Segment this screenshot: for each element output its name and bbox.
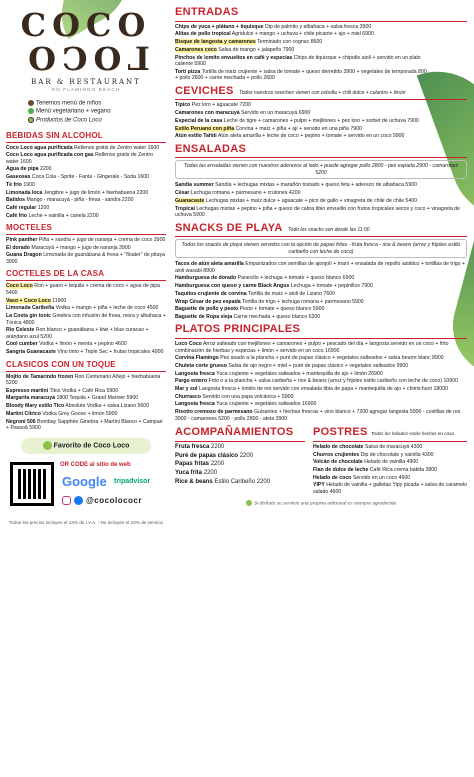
menu-item-name: Rio Celeste (6, 327, 35, 334)
menu-item (175, 69, 427, 82)
menu-item-desc: Vodka + mango + piña + leche de coco 4500 (55, 305, 159, 312)
menu-item-desc: Bombay Sapphire Ginebra + Martini Blanco + Campari + Passoã 5900 (6, 418, 163, 432)
menu-item (6, 374, 166, 387)
menu-item-name: Baguette de pollo y pesto (175, 306, 239, 313)
menu-item (6, 152, 166, 165)
section-title-clasicos: CLASICOS CON UN TOQUE (6, 359, 116, 369)
postres-note: Todos los helados están hechos en casa (371, 431, 454, 437)
menu-item-name: Coco Loco agua purificada con gas (6, 152, 94, 159)
menu-item-desc: Estilo Caribeño 2200 (214, 478, 271, 485)
menu-item (6, 252, 166, 265)
menu-item-name: Vaso + Coco Loco (6, 297, 51, 304)
menu-item-desc: Terminado con cognac 8600 (257, 39, 323, 46)
divider (175, 157, 467, 158)
menu-item (6, 341, 166, 348)
social-handle[interactable]: @cocolococr (86, 495, 142, 505)
menu-item-desc: Coca Cola - Sprite - Fanta - Gingerale - Soda 1600 (31, 174, 150, 181)
menu-item-desc: Panecillo + lechuga + tomate + queso blanco 6900 (237, 275, 355, 282)
menu-item (175, 39, 427, 46)
menu-item (175, 118, 427, 125)
menu-item (175, 299, 467, 306)
menu-item-desc: 2200 (239, 452, 254, 459)
left-column (6, 6, 166, 771)
menu-item (6, 145, 166, 152)
menu-item-name: Pargo entero (175, 378, 207, 385)
menu-item-name: Agua de pipa (6, 166, 39, 173)
leaf-icon (28, 108, 34, 114)
menu-item-desc: Carne mechada + queso blanco 6200 (233, 313, 321, 320)
menu-item-desc: Maracuyá + mango + jugo de naranja 3900 (31, 244, 131, 251)
menu-item-desc: Dip de palmito y albahaca + salsa fresca 3900 (264, 23, 372, 30)
menu-item (6, 395, 166, 402)
menu-item (6, 213, 166, 220)
menu-item-desc: Pez asado a la plancha + puré de papas clásico + vegetales salteados + salsa beurre blanc 8900 (220, 355, 444, 362)
menu-item-name: Flan de dulce de leche (313, 466, 369, 473)
brand-line2: LOCO (22, 40, 150, 78)
menu-item-name: Hamburguesa de dorado (175, 275, 237, 282)
menu-item-name: Cool cumber (6, 341, 38, 348)
menu-item-desc: Helado de vainilla 4900 (364, 459, 419, 466)
menu-item-name: Loco Coco (175, 341, 202, 348)
menu-item (175, 409, 467, 422)
menu-item (6, 327, 166, 340)
menu-item (175, 198, 467, 205)
ensaladas-list (175, 182, 467, 218)
menu-item-desc: 1800 Tequila + Grand Marnier 5900 (56, 395, 139, 402)
menu-item-desc: 2200 (210, 461, 225, 468)
menu-item (175, 126, 427, 133)
menu-item-name: Estilo Peruano con piña (175, 125, 235, 132)
menu-item-name: Hamburguesa con queso y carne Black Angus (175, 283, 290, 290)
menu-item (6, 403, 166, 410)
menu-item (175, 378, 467, 385)
ceviches-list (175, 102, 467, 139)
menu-item-name: Helado de coco (313, 474, 352, 481)
snacks-list (175, 261, 467, 320)
menu-item-name: Guanacaste (175, 197, 205, 204)
menu-item-desc: Leche de tigre + camarones + pulpo + mejillones + pez loro + sorbet de uchuva 7900 (223, 117, 419, 124)
menu-item (175, 386, 467, 393)
divider (175, 441, 305, 442)
menu-item (313, 467, 467, 474)
menu-item-desc: Tortilla de maíz crujiente + salsa de tomate + queso derretido 3900 + vegetales de temporada 800 + pollo 2600 + carne mechada + pollo 2600 (175, 68, 427, 82)
menu-item (175, 47, 427, 54)
bottom-split (175, 426, 467, 496)
cocteles-list (6, 283, 166, 355)
menu-item (6, 388, 166, 395)
menu-item-name: Guana Dragon (6, 252, 42, 259)
footer-right-text: Si disfruto su servicio una propina adicional es siempre agradecida (253, 500, 397, 506)
divider (313, 441, 467, 442)
menu-item-desc: Lechugas mixtas + pepino + piña + queso de cabra tibio envuelto con frutos tropicales secos y coco + vinagreta de uchuva 5900 (175, 205, 460, 218)
menu-item-desc: 2200 (40, 166, 52, 173)
menu-item-name: Margarita maracuyá (6, 395, 56, 402)
menu-item-name: Sangria Guanacaste (6, 349, 56, 356)
menu-item (6, 182, 166, 189)
menu-item-name: Churrasco (175, 393, 201, 400)
menu-item-name: Tropical (175, 205, 195, 212)
menu-item (175, 110, 427, 117)
platos-list (175, 341, 467, 422)
section-title-ceviches: CEVICHES (175, 84, 234, 97)
entradas-list (175, 24, 467, 82)
section-title-postres: POSTRES (313, 426, 368, 439)
menu-item-name: Volcán de chocolate (313, 459, 363, 466)
menu-item-name: Limonada Caribeña (6, 305, 55, 312)
postres-list (313, 444, 467, 495)
menu-item-desc: Chips de tiquisque + chipotle aioli + servido en un plato caliente 5900 (175, 54, 421, 67)
menu-item (175, 283, 467, 290)
menu-item-name: Fruta fresca (175, 443, 210, 450)
menu-item-name: Yuca frita (175, 469, 203, 476)
menu-item-name: Alitas de pollo tropical (175, 31, 231, 38)
menu-item-name: Gaseosas (6, 174, 31, 181)
menu-item (6, 166, 166, 173)
menu-item-name: Coco Loco (6, 283, 33, 290)
menu-item-name: Pinchos de lomito envueltos en café y especias (175, 54, 293, 61)
menu-item-name: Chuleta corte grueso (175, 363, 227, 369)
menu-item-desc: Salsa de maracuyá 4300 (364, 443, 423, 450)
menu-item-desc: Café Rica crema batida 3800 (369, 466, 437, 473)
menu-item-desc: Agridulce + mango + uchuva + chile picante + ajo + miel 6900 (231, 31, 374, 38)
menu-item (175, 470, 305, 478)
menu-item-name: Chips de yuca + plátano + tiquisque (175, 23, 264, 30)
menu-item-name: Café regular (6, 204, 37, 211)
menu-item (175, 102, 427, 109)
divider (175, 21, 467, 22)
menu-item-desc: Corvina + maíz + piña + ají + servido en una piña 7900 (235, 125, 362, 132)
coco-loco-icon (246, 500, 252, 506)
favorito-box (21, 438, 151, 454)
menu-item (6, 305, 166, 312)
menu-item (175, 314, 467, 321)
legend-item: Tenemos menú de niños (36, 100, 102, 107)
menu-item-name: Taquitos crujiente de corvina (175, 290, 247, 297)
menu-item-desc: Rellenos gratis de Zentro water 1600 (6, 152, 154, 165)
menu-item-desc: Arroz salteado con mejillones + camarones + pulpo + pescado del día + langosta servido en un coco + frito combinación de hierbas y especias + limón + servido en un coco 16900 (175, 341, 449, 354)
menu-item-desc: Frito o a la plancha + salsa caribeña + rice & beans (arroz y frijoles estilo caribeño con leche de coco) 10900 (208, 378, 458, 385)
menu-item-desc: Yuca crujiente + vegetales salteados + mantequilla de ajo + limón 26900 (216, 370, 383, 377)
menu-item-name: Tacos de atún aleta amarilla (175, 261, 244, 268)
menu-item-desc: Ginebra con infusión de fresa, mora y albahaca + Tónica 4800 (6, 313, 166, 326)
menu-item-desc: Lechuga + tomate + pepinillos 7900 (290, 283, 373, 290)
footer-right (175, 500, 467, 507)
menu-item-name: YIPY (313, 482, 325, 489)
snacks-note: Todos los snacks de playa vienen servidos con la opción de papas fritas - fruta fresca - rice & beans (arroz y frijoles estilo caribeño con leche de coco) (175, 239, 467, 258)
menu-item (6, 205, 166, 212)
menu-item-desc: Mango - maracuyá - piña - fresa - sandía 2200 (26, 197, 134, 204)
ceviches-note: Todos nuestros ceviches vienen con cebolla + chili dulce + culantro + limón (239, 89, 406, 96)
menu-item-desc: Lechugas mixtas + maíz dulce + aguacate + pico de gallo + vinagreta de chile de chile 5400 (205, 197, 417, 204)
menu-item (6, 283, 166, 296)
menu-item (6, 313, 166, 326)
menu-item-desc: Guisantes + hierbas frescas + vino blanco + 7200 agregar langosta 5900 - costillas de res 3900 - camarones 5200 - pollo 2800 - aleta 3900 (175, 409, 461, 422)
right-column (175, 6, 467, 771)
menu-item-name: La Costa gin tonic (6, 313, 51, 320)
menu-item (313, 459, 467, 466)
divider (6, 280, 166, 281)
menu-item-name: César (175, 190, 190, 197)
menu-item (6, 349, 166, 356)
menu-item (175, 55, 427, 68)
section-title-ensaladas: ENSALADAS (175, 142, 247, 155)
section-title-cocteles: COCTELES DE LA CASA (6, 269, 105, 279)
menu-item (175, 24, 427, 31)
section-title-bebidas: BEBIDAS SIN ALCOHOL (6, 130, 103, 140)
menu-item (175, 461, 305, 469)
menu-item (6, 174, 166, 181)
brand-sub1: BAR & RESTAURANT (31, 78, 141, 86)
menu-item-name: Camarones coco (175, 46, 217, 53)
menu-item-name: Helado de chocolate (313, 443, 364, 450)
menu-item-desc: Servido en un maracuyá 6900 (241, 110, 311, 117)
favorito-label: Favorito de Coco Loco (53, 441, 130, 449)
menu-item-desc: Piña + sandía + jugo de naranja + crema de coco 3900 (38, 237, 166, 244)
menu-item-desc: 2200 (203, 469, 218, 476)
menu-item-desc: Tortilla de maíz + aioli de Lizano 7600 (248, 290, 335, 297)
menu-item (6, 419, 166, 432)
menu-item-desc: Lechuga romana + parmesano + crutones 4200 (190, 190, 301, 197)
menu-item (313, 475, 467, 482)
menu-item (6, 237, 166, 244)
legend (28, 100, 166, 124)
menu-item-name: Papas fritas (175, 461, 210, 468)
menu-item-name: Coco Loco agua purificada (6, 144, 73, 151)
menu-item (175, 31, 427, 38)
divider (175, 236, 467, 237)
qr-code[interactable] (10, 462, 54, 506)
menu-item-name: Té frío (6, 181, 22, 188)
mocteles-list (6, 237, 166, 265)
tripadvisor-logo[interactable]: tripadvisor (114, 477, 151, 485)
menu-item (175, 291, 467, 298)
menu-item-desc: Servido con una papa volcánica + 5900 (202, 393, 294, 400)
menu-item-name: Café frio (6, 212, 28, 219)
menu-item (6, 298, 166, 305)
menu-item-name: Torti pizza (175, 68, 201, 75)
instagram-icon[interactable] (62, 496, 71, 505)
menu-item (6, 190, 166, 197)
menu-item (175, 261, 467, 274)
menu-item-desc: Yuca crujiente + vegetales salteados 16900 (216, 401, 317, 408)
brand-sub2: ON FLAMINGO BEACH (51, 86, 121, 92)
menu-item-name: Rice & beans (175, 478, 213, 485)
google-logo[interactable]: Google (62, 473, 107, 489)
section-title-snacks: SNACKS DE PLAYA (175, 221, 283, 234)
menu-item (175, 355, 467, 362)
menu-item-desc: Dip de chocolate y vainilla 4300 (360, 451, 434, 458)
coco-loco-icon (28, 117, 34, 123)
menu-item-name: Baguette de Ropa vieja (175, 313, 233, 320)
menu-item-name: Wrap César de pez espada (175, 298, 241, 305)
acomp-list (175, 444, 305, 486)
menu-item-desc: Ron + guaro + tequila + crema de coco + agua de pipa 5400 (6, 283, 161, 296)
menu-item-name: El dorado (6, 244, 30, 251)
section-title-entradas: ENTRADAS (175, 6, 239, 18)
menu-item (175, 190, 467, 197)
section-title-mocteles: MOCTELES (6, 223, 53, 233)
menu-item-name: Langosta fresca (175, 401, 215, 408)
divider (175, 99, 467, 100)
menu-item-desc: Helado de vainilla + galletas Yipy picada + salsa de caramelo salado 4600 (313, 482, 468, 495)
menu-item (175, 275, 467, 282)
menu-item (175, 341, 467, 354)
menu-item (175, 306, 467, 313)
ensaladas-note: Todas las ensaladas vienen con nuestros aderezos al lado + puede agregar pollo 2800 - pez espada 2900 - camarones 5200 (175, 160, 467, 179)
menu-item-desc: Limonada de guanábana & fresa + "floater" de pitaya 3900 (6, 252, 165, 265)
snacks-sub: Todo los snacks son desde las 11:00 (288, 226, 370, 233)
menu-item-name: Sandía summer (175, 182, 214, 189)
divider (6, 142, 166, 143)
menu-item (6, 411, 166, 418)
menu-item-desc: Langosta fresca + lomito de res servido con ensalada tibia de papa + mantequilla de ajo + chimichurri 18000 (198, 386, 448, 393)
legend-item: Menú vegetariano + vegano (36, 109, 111, 116)
menu-item-desc: 2200 (211, 443, 225, 450)
qr-text: OR CODE al sitio de web (60, 461, 131, 468)
menu-item (6, 197, 166, 204)
menu-item-desc: Titos Vodka + Café Rica 5900 (49, 387, 119, 394)
divider (6, 234, 166, 235)
menu-item-desc: Pez loro + aguacate 7200 (191, 102, 252, 109)
menu-item-name: Risotto cremoso de parmesano (175, 409, 253, 416)
menu-item-name: Churros crujientes (313, 451, 360, 458)
section-title-acomp: ACOMPAÑAMIENTOS (175, 426, 294, 439)
coconut-icon (28, 100, 34, 106)
menu-item-name: Negroni 506 (6, 418, 36, 425)
menu-item (175, 363, 467, 370)
menu-item (175, 394, 467, 401)
menu-item-name: Bloody Mary estilo Tico (6, 403, 65, 410)
menu-item-desc: Pesto + tomate + queso blanco 5900 (239, 306, 325, 313)
menu-item-name: Mojito de Tamarindo frozen (6, 373, 74, 380)
divider (175, 338, 467, 339)
menu-item-name: Langosta fresca (175, 370, 215, 377)
menu-item-name: Batidos (6, 197, 26, 204)
menu-item-desc: Leche + vainilla + canela 2200 (28, 212, 99, 219)
menu-item-desc: Jengibre + jugo de limón + hierbabuena 2200 (43, 189, 149, 196)
menu-item-name: Limonada loca (6, 189, 43, 196)
menu-item-desc: Tortilla de trigo + lechuga romana + parmesano 5900 (242, 298, 364, 305)
menu-item-desc: Vodka Grey Goose + limón 5900 (42, 410, 118, 417)
menu-item-desc: Vodka + limón + menta + pepino 4600 (39, 341, 127, 348)
menu-item (175, 206, 467, 219)
menu-item (175, 444, 305, 452)
menu-item (175, 133, 427, 140)
menu-item (175, 182, 467, 189)
menu-item-name: Corvina Flamingo (175, 355, 219, 362)
menu-item (6, 245, 166, 252)
menu-item (313, 452, 467, 459)
coco-loco-icon (43, 441, 52, 450)
menu-item-desc: Rellenos gratis de Zentro water 1600 (74, 144, 160, 151)
menu-item (175, 453, 305, 461)
menu-item-desc: 11900 (52, 297, 67, 304)
menu-item-name: Pink panther (6, 237, 38, 244)
menu-item-desc: Absolute Vodka + salsa Lizano 5600 (65, 403, 150, 410)
menu-item-desc: Salsa de mango + jalapeño 7900 (218, 46, 295, 53)
menu-item-name: Típico (175, 102, 191, 109)
menu-item-desc: Ron Centenario Añejo + hierbabuena 5200 (6, 373, 161, 387)
menu-item-desc: Servido en un coco 4600 (352, 474, 411, 481)
menu-item-desc: Salsa de ajo negro + miel + puré de papas clásico + vegetales salteados 9900 (228, 363, 409, 369)
menu-item-name: Martini Cítrico (6, 410, 41, 417)
menu-item-desc: Ron blanco + guanábana + kiwi + blue curacao + arándano azul 5200 (6, 327, 149, 340)
menu-item-name: Bisque de langosta y camarones (175, 39, 256, 46)
menu-item-desc: Sandía + lechugas mixtas + marañón tostado + queso feta + aderezo de albahaca 5900 (215, 182, 417, 189)
bebidas-list (6, 145, 166, 220)
legend-item: Productos de Coco Loco (36, 117, 102, 124)
menu-item (175, 401, 467, 408)
facebook-icon[interactable] (74, 496, 83, 505)
social-block (6, 462, 166, 520)
menu-item (175, 479, 305, 487)
menu-item-desc: Atún aleta amarilla + leche de coco + pepino + tomate + servido en un coco 9900 (217, 133, 405, 140)
menu-item-name: Camarones con maracuyá (175, 110, 240, 117)
section-title-platos: PLATOS PRINCIPALES (175, 323, 301, 336)
menu-item-desc: 1900 (23, 181, 35, 188)
menu-item-name: Especial de la casa (175, 117, 223, 124)
menu-item-name: Espresso martini (6, 387, 49, 394)
divider (6, 371, 166, 372)
menu-item-desc: Empanizados con semillas de ajonjolí + maní + ensalada de repollo asiático + tortillas de trigo + aioli wasabi 8900 (175, 261, 465, 274)
menu-item (175, 371, 467, 378)
brand-line1: COCO (20, 6, 152, 44)
menu-item (313, 444, 467, 451)
menu-item-name: Mar y sol (175, 386, 198, 393)
menu-item-desc: 1200 (37, 204, 50, 211)
menu-item (313, 482, 467, 495)
menu-item-name: Puré de papas clásico (175, 452, 239, 459)
footer-left: Todos los precios incluyen el 13% de I.V.A. - No incluyen el 10% de servicio (8, 519, 164, 525)
brand-logo (6, 8, 166, 92)
clasicos-list (6, 374, 166, 432)
menu-item-desc: Vino tinto + Triple Sec + frutas tropicales 4900 (57, 349, 164, 356)
menu-item-name: Atún estilo Tahiti (175, 133, 217, 140)
